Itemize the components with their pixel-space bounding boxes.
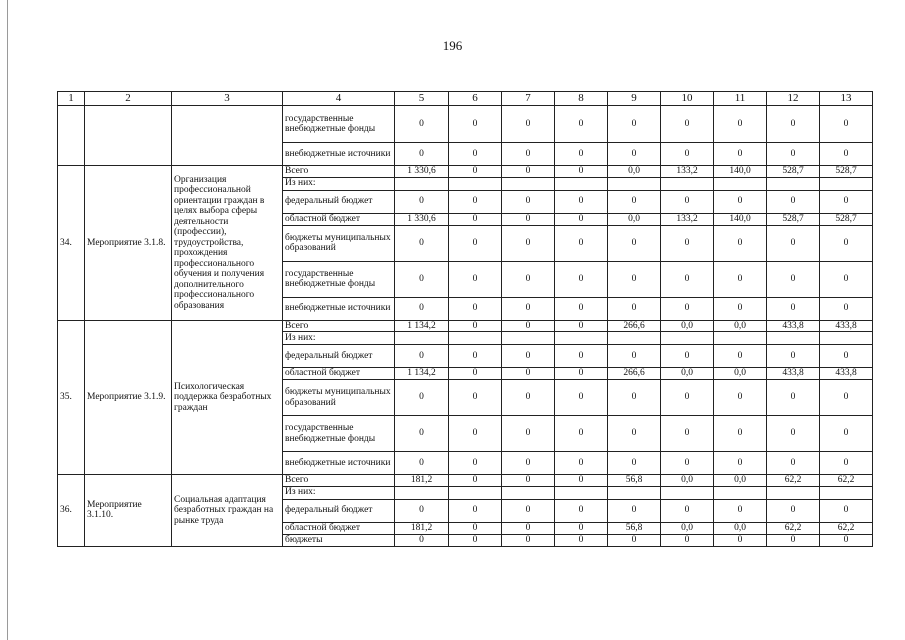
value-cell: 0 — [767, 225, 820, 261]
value-cell — [767, 486, 820, 499]
value-cell: 0 — [661, 297, 714, 320]
funding-source-cell: Из них: — [283, 177, 395, 190]
value-cell — [714, 177, 767, 190]
value-cell: 62,2 — [767, 475, 820, 487]
value-cell: 0 — [395, 143, 449, 166]
value-cell: 266,6 — [608, 320, 661, 332]
column-header-12: 12 — [767, 92, 820, 106]
value-cell — [449, 332, 502, 345]
value-cell: 0 — [449, 166, 502, 178]
value-cell: 0 — [555, 368, 608, 380]
value-cell: 0 — [395, 190, 449, 213]
value-cell — [820, 332, 873, 345]
value-cell: 0 — [714, 190, 767, 213]
column-header-2: 2 — [85, 92, 172, 106]
value-cell: 0 — [820, 143, 873, 166]
value-cell — [608, 177, 661, 190]
value-cell: 0 — [449, 452, 502, 475]
value-cell: 62,2 — [767, 522, 820, 534]
value-cell: 0,0 — [661, 475, 714, 487]
funding-source-cell: бюджеты муниципальных образований — [283, 380, 395, 416]
value-cell: 0 — [555, 166, 608, 178]
funding-source-cell: федеральный бюджет — [283, 499, 395, 522]
value-cell — [395, 332, 449, 345]
funding-source-cell: федеральный бюджет — [283, 190, 395, 213]
value-cell: 140,0 — [714, 166, 767, 178]
value-cell: 528,7 — [820, 166, 873, 178]
value-cell: 0,0 — [714, 475, 767, 487]
value-cell: 0 — [395, 345, 449, 368]
value-cell: 0 — [767, 261, 820, 297]
value-cell: 0,0 — [608, 166, 661, 178]
value-cell: 0 — [555, 213, 608, 225]
row-number-cell: 35. — [58, 320, 85, 475]
value-cell: 0 — [820, 225, 873, 261]
value-cell: 0,0 — [714, 368, 767, 380]
value-cell: 0 — [502, 368, 555, 380]
value-cell: 528,7 — [767, 213, 820, 225]
value-cell: 0 — [395, 534, 449, 546]
funding-source-cell: областной бюджет — [283, 368, 395, 380]
value-cell: 0 — [820, 380, 873, 416]
column-number-row — [58, 92, 873, 106]
value-cell: 0 — [502, 166, 555, 178]
value-cell: 0 — [449, 380, 502, 416]
value-cell: 0 — [608, 106, 661, 143]
value-cell: 140,0 — [714, 213, 767, 225]
value-cell: 0 — [555, 452, 608, 475]
value-cell: 0 — [502, 190, 555, 213]
value-cell: 0 — [395, 261, 449, 297]
financing-table — [57, 91, 873, 547]
value-cell: 0 — [449, 534, 502, 546]
value-cell: 0 — [502, 522, 555, 534]
value-cell: 0 — [555, 534, 608, 546]
value-cell: 0 — [820, 534, 873, 546]
value-cell: 0 — [449, 225, 502, 261]
value-cell: 0 — [820, 297, 873, 320]
value-cell: 0 — [661, 261, 714, 297]
value-cell: 133,2 — [661, 213, 714, 225]
value-cell — [608, 332, 661, 345]
value-cell: 0 — [767, 345, 820, 368]
value-cell: 181,2 — [395, 522, 449, 534]
value-cell: 0 — [714, 534, 767, 546]
value-cell: 0 — [502, 452, 555, 475]
value-cell: 0 — [608, 452, 661, 475]
value-cell: 0 — [608, 143, 661, 166]
value-cell: 0 — [449, 261, 502, 297]
value-cell: 0 — [714, 452, 767, 475]
funding-source-cell: внебюджетные источники — [283, 143, 395, 166]
value-cell: 0 — [767, 452, 820, 475]
column-header-8: 8 — [555, 92, 608, 106]
row-number-cell: 34. — [58, 166, 85, 321]
column-header-3: 3 — [172, 92, 283, 106]
value-cell: 181,2 — [395, 475, 449, 487]
value-cell — [502, 177, 555, 190]
value-cell — [820, 486, 873, 499]
value-cell: 0 — [555, 190, 608, 213]
value-cell: 1 134,2 — [395, 320, 449, 332]
value-cell: 0 — [661, 499, 714, 522]
value-cell — [608, 486, 661, 499]
value-cell: 0 — [449, 320, 502, 332]
value-cell: 0 — [449, 475, 502, 487]
value-cell — [714, 486, 767, 499]
value-cell: 0 — [767, 297, 820, 320]
value-cell: 0 — [395, 452, 449, 475]
row-number-cell — [58, 106, 85, 166]
funding-source-cell: внебюджетные источники — [283, 297, 395, 320]
value-cell — [502, 486, 555, 499]
funding-source-cell: бюджеты муниципальных образований — [283, 225, 395, 261]
funding-source-cell: внебюджетные источники — [283, 452, 395, 475]
value-cell: 0 — [502, 213, 555, 225]
value-cell — [502, 332, 555, 345]
value-cell: 0 — [714, 261, 767, 297]
value-cell: 56,8 — [608, 522, 661, 534]
value-cell: 0 — [449, 368, 502, 380]
value-cell: 0 — [661, 106, 714, 143]
value-cell: 0 — [449, 522, 502, 534]
value-cell: 0 — [555, 106, 608, 143]
value-cell: 0 — [502, 416, 555, 452]
value-cell: 0 — [661, 345, 714, 368]
value-cell: 266,6 — [608, 368, 661, 380]
funding-source-cell: государственные внебюджетные фонды — [283, 106, 395, 143]
value-cell: 433,8 — [820, 368, 873, 380]
value-cell: 0,0 — [714, 320, 767, 332]
value-cell: 0 — [608, 261, 661, 297]
value-cell: 0 — [608, 297, 661, 320]
value-cell: 0 — [555, 345, 608, 368]
value-cell: 0 — [555, 297, 608, 320]
value-cell: 1 330,6 — [395, 213, 449, 225]
page-edge — [7, 0, 8, 640]
value-cell: 0 — [502, 380, 555, 416]
value-cell: 0 — [449, 213, 502, 225]
measure-name-cell: Мероприятие 3.1.8. — [85, 166, 172, 321]
page-number: 196 — [442, 38, 463, 53]
value-cell: 0 — [555, 320, 608, 332]
table-row — [58, 106, 873, 143]
funding-source-cell: государственные внебюджетные фонды — [283, 261, 395, 297]
value-cell: 0 — [395, 380, 449, 416]
value-cell: 0 — [767, 143, 820, 166]
value-cell: 0 — [820, 452, 873, 475]
value-cell: 0 — [555, 380, 608, 416]
value-cell: 0 — [767, 499, 820, 522]
value-cell — [555, 177, 608, 190]
value-cell: 56,8 — [608, 475, 661, 487]
value-cell: 433,8 — [767, 368, 820, 380]
value-cell: 0 — [502, 345, 555, 368]
value-cell: 0 — [608, 499, 661, 522]
value-cell: 0 — [502, 320, 555, 332]
value-cell — [820, 177, 873, 190]
value-cell: 0,0 — [661, 368, 714, 380]
value-cell — [555, 486, 608, 499]
funding-source-cell: областной бюджет — [283, 522, 395, 534]
value-cell: 0 — [555, 475, 608, 487]
value-cell: 0 — [502, 475, 555, 487]
value-cell: 0 — [820, 416, 873, 452]
value-cell: 0 — [661, 225, 714, 261]
value-cell: 0 — [714, 143, 767, 166]
value-cell: 0 — [767, 190, 820, 213]
value-cell: 0 — [661, 190, 714, 213]
value-cell: 0 — [714, 345, 767, 368]
column-header-13: 13 — [820, 92, 873, 106]
value-cell: 0 — [502, 499, 555, 522]
value-cell: 133,2 — [661, 166, 714, 178]
value-cell — [449, 177, 502, 190]
measure-description-cell — [172, 106, 283, 166]
value-cell: 0 — [820, 106, 873, 143]
column-header-7: 7 — [502, 92, 555, 106]
value-cell: 62,2 — [820, 475, 873, 487]
table-body — [58, 106, 873, 547]
value-cell — [767, 332, 820, 345]
value-cell: 0 — [502, 261, 555, 297]
value-cell: 0 — [449, 190, 502, 213]
column-header-6: 6 — [449, 92, 502, 106]
value-cell — [661, 332, 714, 345]
value-cell: 1 134,2 — [395, 368, 449, 380]
value-cell: 0 — [820, 499, 873, 522]
value-cell: 62,2 — [820, 522, 873, 534]
table-row — [58, 166, 873, 178]
row-number-cell: 36. — [58, 475, 85, 547]
value-cell: 0 — [449, 143, 502, 166]
value-cell: 0 — [767, 106, 820, 143]
value-cell: 0 — [395, 499, 449, 522]
value-cell: 0 — [555, 416, 608, 452]
value-cell: 0 — [661, 452, 714, 475]
value-cell: 0 — [395, 297, 449, 320]
value-cell: 0 — [767, 534, 820, 546]
value-cell: 0 — [555, 225, 608, 261]
column-header-10: 10 — [661, 92, 714, 106]
value-cell: 0 — [395, 225, 449, 261]
value-cell: 433,8 — [820, 320, 873, 332]
value-cell — [767, 177, 820, 190]
funding-source-cell: Всего — [283, 320, 395, 332]
value-cell — [395, 486, 449, 499]
value-cell: 0 — [820, 261, 873, 297]
value-cell: 0 — [608, 190, 661, 213]
value-cell: 0 — [714, 297, 767, 320]
value-cell: 0 — [395, 106, 449, 143]
value-cell: 0 — [714, 499, 767, 522]
value-cell: 0 — [661, 143, 714, 166]
value-cell: 0 — [449, 499, 502, 522]
column-header-9: 9 — [608, 92, 661, 106]
column-header-1: 1 — [58, 92, 85, 106]
value-cell: 0 — [449, 106, 502, 143]
value-cell: 0 — [714, 380, 767, 416]
value-cell: 0,0 — [661, 320, 714, 332]
measure-description-cell: Психологическая поддержка безработных граждан — [172, 320, 283, 475]
value-cell: 0 — [555, 143, 608, 166]
funding-source-cell: федеральный бюджет — [283, 345, 395, 368]
measure-name-cell — [85, 106, 172, 166]
value-cell: 0 — [820, 345, 873, 368]
value-cell — [555, 332, 608, 345]
value-cell: 0 — [608, 225, 661, 261]
value-cell: 0 — [608, 534, 661, 546]
value-cell — [714, 332, 767, 345]
measure-name-cell: Мероприятие 3.1.9. — [85, 320, 172, 475]
value-cell: 0 — [555, 499, 608, 522]
value-cell: 0 — [661, 380, 714, 416]
funding-source-cell: государственные внебюджетные фонды — [283, 416, 395, 452]
value-cell: 0 — [502, 297, 555, 320]
value-cell: 433,8 — [767, 320, 820, 332]
funding-source-cell: Всего — [283, 475, 395, 487]
column-header-4: 4 — [283, 92, 395, 106]
measure-description-cell: Организация профессиональной ориентации граждан в целях выбора сферы деятельности (профессии), трудоустройства, прохождения профессионального обучения и получения дополнительного профессионального образования — [172, 166, 283, 321]
value-cell: 0 — [714, 106, 767, 143]
table-row — [58, 320, 873, 332]
value-cell: 0 — [555, 522, 608, 534]
funding-source-cell: бюджеты — [283, 534, 395, 546]
funding-source-cell: Всего — [283, 166, 395, 178]
value-cell: 0 — [502, 534, 555, 546]
value-cell: 1 330,6 — [395, 166, 449, 178]
funding-source-cell: областной бюджет — [283, 213, 395, 225]
value-cell: 0 — [608, 416, 661, 452]
value-cell: 0 — [767, 416, 820, 452]
column-header-11: 11 — [714, 92, 767, 106]
value-cell: 0,0 — [661, 522, 714, 534]
value-cell — [661, 486, 714, 499]
value-cell: 0,0 — [714, 522, 767, 534]
funding-source-cell: Из них: — [283, 332, 395, 345]
value-cell: 528,7 — [820, 213, 873, 225]
value-cell: 0,0 — [608, 213, 661, 225]
value-cell: 0 — [555, 261, 608, 297]
value-cell: 0 — [661, 416, 714, 452]
value-cell: 0 — [608, 380, 661, 416]
value-cell — [449, 486, 502, 499]
value-cell: 0 — [820, 190, 873, 213]
value-cell: 0 — [449, 416, 502, 452]
value-cell: 0 — [608, 345, 661, 368]
value-cell — [395, 177, 449, 190]
value-cell: 0 — [502, 106, 555, 143]
measure-name-cell: Мероприятие 3.1.10. — [85, 475, 172, 547]
funding-source-cell: Из них: — [283, 486, 395, 499]
value-cell: 0 — [449, 297, 502, 320]
table-row — [58, 475, 873, 487]
value-cell: 0 — [502, 225, 555, 261]
value-cell: 528,7 — [767, 166, 820, 178]
value-cell: 0 — [767, 380, 820, 416]
column-header-5: 5 — [395, 92, 449, 106]
value-cell: 0 — [714, 416, 767, 452]
value-cell: 0 — [395, 416, 449, 452]
value-cell: 0 — [661, 534, 714, 546]
value-cell: 0 — [714, 225, 767, 261]
value-cell: 0 — [449, 345, 502, 368]
value-cell: 0 — [502, 143, 555, 166]
measure-description-cell: Социальная адаптация безработных граждан на рынке труда — [172, 475, 283, 547]
value-cell — [661, 177, 714, 190]
